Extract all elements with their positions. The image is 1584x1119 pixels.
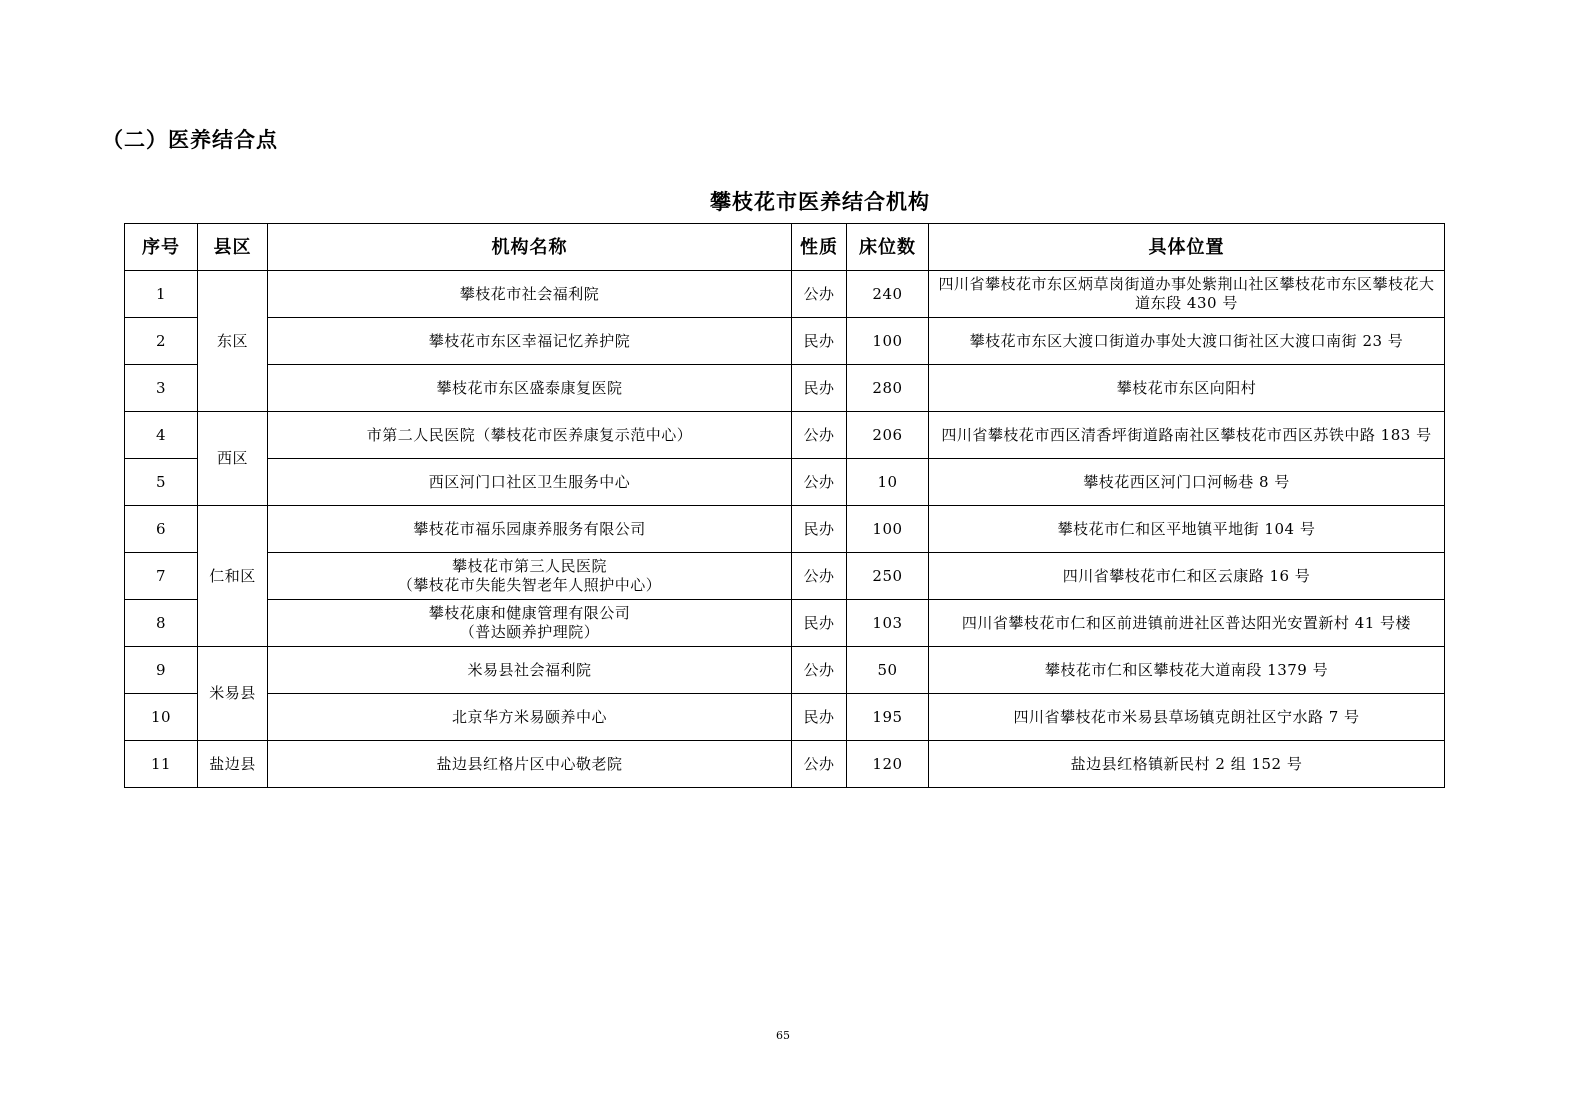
- cell-name: 米易县社会福利院: [268, 647, 792, 694]
- cell-type: 公办: [792, 412, 847, 459]
- cell-no: 7: [125, 553, 198, 600]
- cell-name: 西区河门口社区卫生服务中心: [268, 459, 792, 506]
- cell-name-line: 攀枝花市第三人民医院: [451, 557, 607, 575]
- cell-beds: 50: [847, 647, 929, 694]
- cell-name: [268, 600, 792, 647]
- header-type: 性质: [792, 224, 847, 271]
- cell-no: 8: [125, 600, 198, 647]
- cell-no: 2: [125, 318, 198, 365]
- cell-location: 四川省攀枝花市米易县草场镇克朗社区宁水路 7 号: [929, 694, 1445, 741]
- cell-type: 民办: [792, 365, 847, 412]
- cell-type: 民办: [792, 506, 847, 553]
- table-row: [125, 741, 1445, 788]
- cell-beds: 206: [847, 412, 929, 459]
- cell-no: 6: [125, 506, 198, 553]
- cell-name-subline: （普达颐养护理院）: [459, 623, 600, 641]
- cell-district: 西区: [198, 412, 268, 506]
- cell-name-line: 攀枝花康和健康管理有限公司: [428, 604, 631, 622]
- table-row: [125, 365, 1445, 412]
- cell-type: 公办: [792, 553, 847, 600]
- cell-location: 四川省攀枝花市东区炳草岗街道办事处紫荆山社区攀枝花市东区攀枝花大道东段 430 号: [929, 271, 1445, 318]
- cell-type: 公办: [792, 459, 847, 506]
- cell-beds: 103: [847, 600, 929, 647]
- header-name: 机构名称: [268, 224, 792, 271]
- table-row: [125, 553, 1445, 600]
- header-district: 县区: [198, 224, 268, 271]
- cell-beds: 280: [847, 365, 929, 412]
- cell-district: 盐边县: [198, 741, 268, 788]
- cell-beds: 10: [847, 459, 929, 506]
- table-row: [125, 318, 1445, 365]
- cell-no: 10: [125, 694, 198, 741]
- cell-location: 攀枝花西区河门口河畅巷 8 号: [929, 459, 1445, 506]
- table-row: [125, 600, 1445, 647]
- cell-district: 仁和区: [198, 506, 268, 647]
- table-row: [125, 647, 1445, 694]
- header-location: 具体位置: [929, 224, 1445, 271]
- cell-name: 盐边县红格片区中心敬老院: [268, 741, 792, 788]
- cell-no: 4: [125, 412, 198, 459]
- cell-location: 四川省攀枝花市西区清香坪街道路南社区攀枝花市西区苏铁中路 183 号: [929, 412, 1445, 459]
- cell-name: 市第二人民医院（攀枝花市医养康复示范中心）: [268, 412, 792, 459]
- cell-name: [268, 553, 792, 600]
- cell-beds: 240: [847, 271, 929, 318]
- cell-name: 攀枝花市社会福利院: [268, 271, 792, 318]
- section-heading: （二）医养结合点: [102, 127, 278, 152]
- header-beds: 床位数: [847, 224, 929, 271]
- cell-type: 民办: [792, 600, 847, 647]
- cell-location: 攀枝花市仁和区攀枝花大道南段 1379 号: [929, 647, 1445, 694]
- cell-beds: 100: [847, 318, 929, 365]
- institution-table: [124, 223, 1445, 788]
- table-header-row: [125, 224, 1445, 271]
- cell-name: 北京华方米易颐养中心: [268, 694, 792, 741]
- cell-location: 攀枝花市东区向阳村: [929, 365, 1445, 412]
- cell-type: 公办: [792, 741, 847, 788]
- cell-no: 1: [125, 271, 198, 318]
- cell-beds: 100: [847, 506, 929, 553]
- cell-beds: 195: [847, 694, 929, 741]
- cell-no: 3: [125, 365, 198, 412]
- cell-no: 11: [125, 741, 198, 788]
- cell-location: 盐边县红格镇新民村 2 组 152 号: [929, 741, 1445, 788]
- cell-name: 攀枝花市福乐园康养服务有限公司: [268, 506, 792, 553]
- table-row: [125, 271, 1445, 318]
- cell-type: 公办: [792, 647, 847, 694]
- cell-name: 攀枝花市东区幸福记忆养护院: [268, 318, 792, 365]
- cell-name: 攀枝花市东区盛泰康复医院: [268, 365, 792, 412]
- cell-location: 攀枝花市东区大渡口街道办事处大渡口街社区大渡口南街 23 号: [929, 318, 1445, 365]
- cell-district: 东区: [198, 271, 268, 412]
- cell-location: 四川省攀枝花市仁和区云康路 16 号: [929, 553, 1445, 600]
- cell-type: 民办: [792, 318, 847, 365]
- header-no: 序号: [125, 224, 198, 271]
- cell-type: 民办: [792, 694, 847, 741]
- cell-type: 公办: [792, 271, 847, 318]
- table-title: 攀枝花市医养结合机构: [710, 189, 930, 214]
- table-row: [125, 459, 1445, 506]
- table-row: [125, 694, 1445, 741]
- cell-location: 四川省攀枝花市仁和区前进镇前进社区普达阳光安置新村 41 号楼: [929, 600, 1445, 647]
- cell-no: 9: [125, 647, 198, 694]
- cell-location: 攀枝花市仁和区平地镇平地街 104 号: [929, 506, 1445, 553]
- page-number: 65: [776, 1029, 790, 1042]
- cell-no: 5: [125, 459, 198, 506]
- cell-beds: 250: [847, 553, 929, 600]
- table-row: [125, 412, 1445, 459]
- cell-beds: 120: [847, 741, 929, 788]
- cell-district: 米易县: [198, 647, 268, 741]
- cell-name-subline: （攀枝花市失能失智老年人照护中心）: [397, 576, 662, 594]
- table-row: [125, 506, 1445, 553]
